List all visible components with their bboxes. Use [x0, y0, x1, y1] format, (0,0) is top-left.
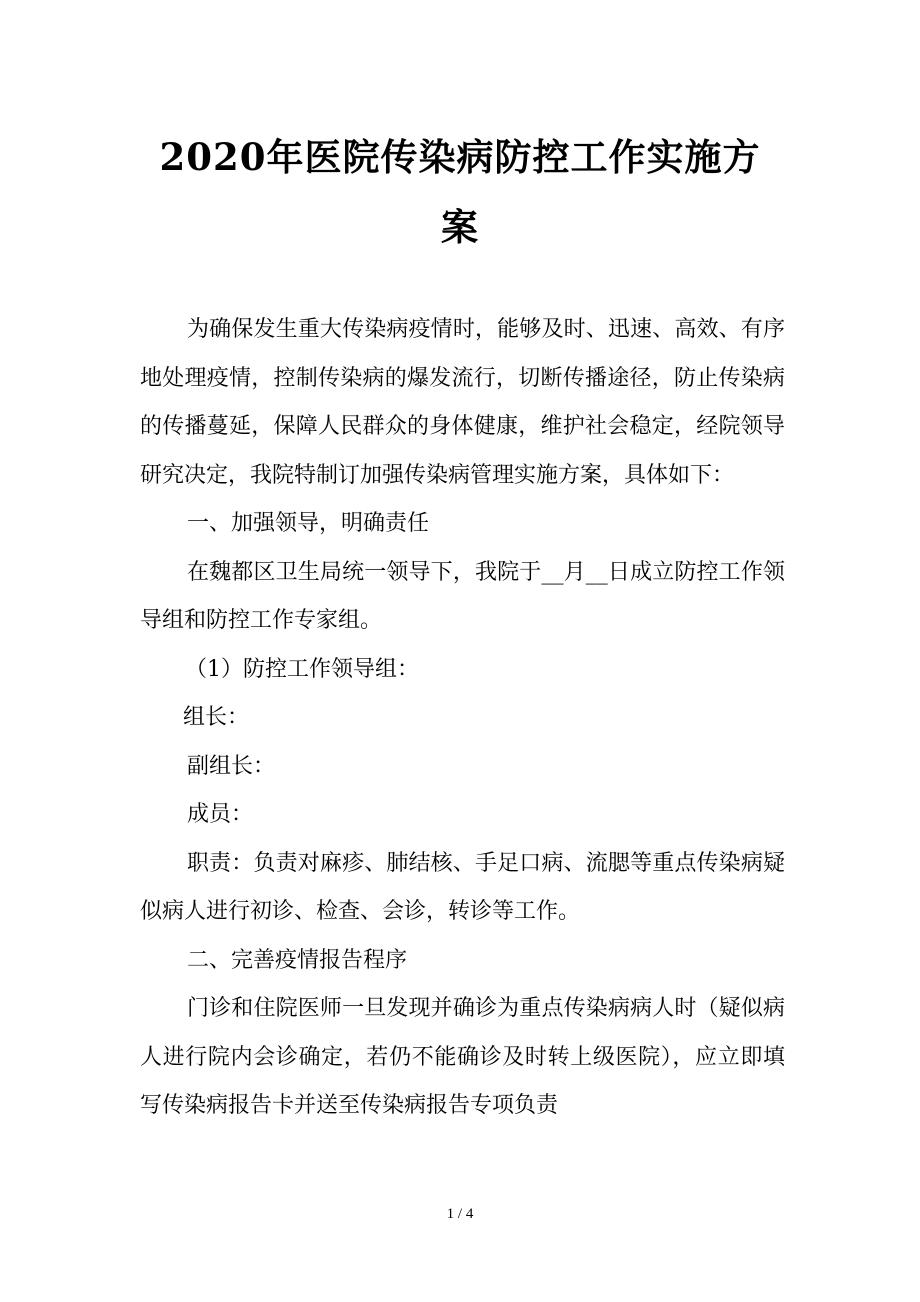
- leader-line: 组长：: [183, 705, 250, 730]
- title-line-1: 2020年医院传染病防控工作实施方: [159, 135, 761, 179]
- title-line-2: 案: [441, 205, 479, 249]
- document-title: [130, 122, 790, 262]
- page-number: 1 / 4: [446, 1206, 474, 1222]
- document-body: [140, 306, 785, 1131]
- intro-paragraph: 为确保发生重大传染病疫情时，能够及时、迅速、高效、有序地处理疫情，控制传染病的爆发流行，切断传播途径，防止传染病的传播蔓延，保障人民群众的身体健康，维护社会稳定，经院领导研究决定，我院特制订加强传染病管理实施方案，具体如下：: [140, 317, 785, 488]
- report-procedure-paragraph: 门诊和住院医师一旦发现并确诊为重点传染病病人时（疑似病人进行院内会诊确定，若仍不能确诊及时转上级医院），应立即填写传染病报告卡并送至传染病报告专项负责: [140, 996, 785, 1118]
- section-heading-1: 一、加强领导，明确责任: [187, 511, 430, 536]
- subsection-heading: （1）防控工作领导组：: [185, 656, 419, 682]
- paragraph-leadership: 在魏都区卫生局统一领导下，我院于__月__日成立防控工作领导组和防控工作专家组。: [140, 559, 785, 633]
- deputy-leader-line: 副组长：: [187, 753, 276, 779]
- section-heading-2: 二、完善疫情报告程序: [187, 947, 408, 973]
- duties-paragraph: 职责：负责对麻疹、肺结核、手足口病、流腮等重点传染病疑似病人进行初诊、检查、会诊，转诊等工作。: [140, 850, 785, 924]
- members-line: 成员：: [187, 802, 254, 827]
